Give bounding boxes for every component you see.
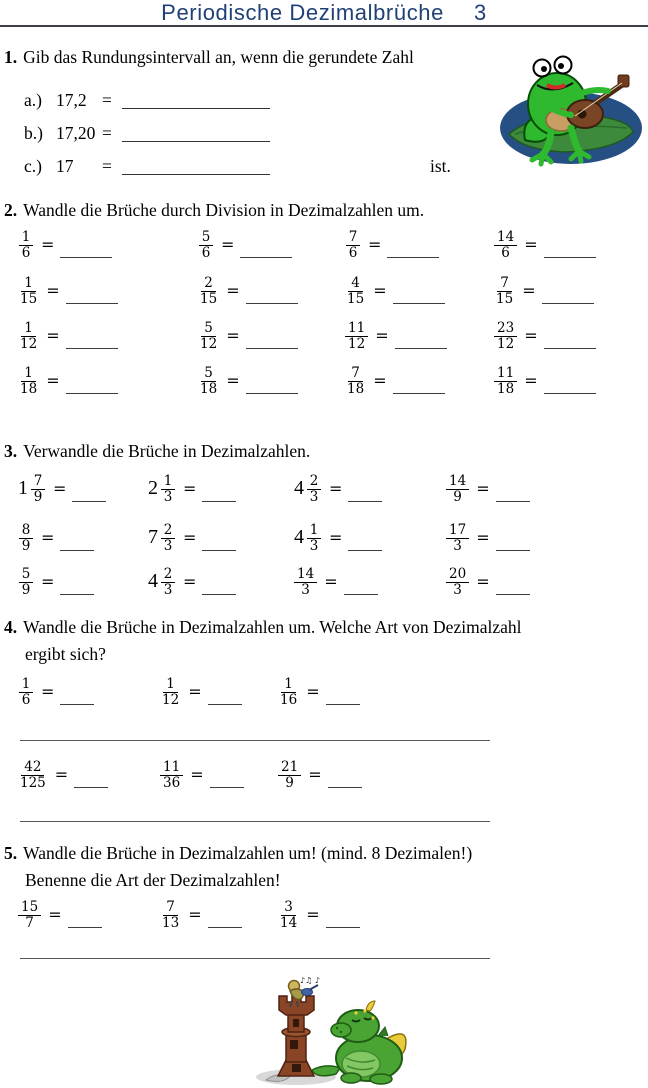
mixed-number-cell bbox=[148, 523, 236, 554]
answer-blank bbox=[246, 348, 298, 349]
fraction-cell bbox=[278, 760, 362, 791]
numerator: 5 bbox=[19, 567, 34, 583]
equals-sign: = bbox=[53, 479, 67, 499]
equals-sign: = bbox=[476, 479, 490, 499]
fraction-cell bbox=[160, 900, 242, 931]
whole-number: 4 bbox=[294, 526, 304, 549]
whole-number: 7 bbox=[148, 526, 158, 549]
equals-sign: = bbox=[324, 572, 338, 592]
fraction-cell bbox=[18, 230, 112, 261]
equals-sign: = bbox=[102, 156, 112, 176]
denominator: 3 bbox=[301, 582, 310, 599]
numerator: 1 bbox=[161, 474, 176, 490]
fraction-cell bbox=[345, 321, 447, 352]
fraction-cell bbox=[446, 567, 530, 598]
item-value: 17 bbox=[56, 156, 74, 176]
denominator: 3 bbox=[453, 582, 462, 599]
denominator: 3 bbox=[453, 538, 462, 555]
denominator: 12 bbox=[162, 692, 180, 709]
numerator: 21 bbox=[278, 760, 301, 776]
fraction-cell bbox=[198, 321, 298, 352]
answer-blank bbox=[66, 348, 118, 349]
exercise1-heading bbox=[4, 44, 414, 71]
denominator: 36 bbox=[163, 775, 181, 792]
answer-blank bbox=[395, 348, 447, 349]
answer-blank bbox=[60, 704, 94, 705]
equals-sign: = bbox=[221, 235, 235, 255]
ist-suffix: ist. bbox=[430, 156, 451, 176]
answer-blank bbox=[348, 501, 382, 502]
denominator: 15 bbox=[20, 291, 38, 308]
numerator: 15 bbox=[18, 900, 41, 916]
denominator: 6 bbox=[21, 245, 31, 262]
numerator: 23 bbox=[494, 321, 517, 337]
equals-sign: = bbox=[522, 281, 536, 301]
denominator: 125 bbox=[20, 775, 46, 792]
numerator: 8 bbox=[19, 523, 34, 539]
equals-sign: = bbox=[183, 572, 197, 592]
answer-blank bbox=[326, 927, 360, 928]
numerator: 5 bbox=[201, 321, 216, 337]
denominator: 16 bbox=[280, 692, 298, 709]
fraction-cell bbox=[294, 567, 378, 598]
equals-sign: = bbox=[524, 235, 538, 255]
equals-sign: = bbox=[476, 572, 490, 592]
equals-sign: = bbox=[329, 479, 343, 499]
denominator: 14 bbox=[280, 915, 298, 932]
equals-sign: = bbox=[373, 371, 387, 391]
answer-blank bbox=[122, 108, 270, 109]
exercise5-number: 5. bbox=[4, 843, 18, 863]
fraction-cell bbox=[278, 677, 360, 708]
answer-blank bbox=[348, 550, 382, 551]
fraction-cell bbox=[160, 760, 244, 791]
equals-sign: = bbox=[188, 682, 202, 702]
exercise2-heading bbox=[4, 197, 424, 224]
equals-sign: = bbox=[375, 326, 389, 346]
mixed-number-cell bbox=[294, 523, 382, 554]
mixed-number-cell bbox=[294, 474, 382, 505]
answer-blank bbox=[393, 393, 445, 394]
exercise3-heading-text: Verwandle die Brüche in Dezimalzahlen. bbox=[23, 441, 311, 461]
equals-sign: = bbox=[476, 528, 490, 548]
fraction-cell bbox=[345, 276, 445, 307]
denominator: 12 bbox=[497, 336, 515, 353]
equals-sign: = bbox=[308, 765, 322, 785]
item-value: 17,20 bbox=[56, 123, 96, 143]
numerator: 3 bbox=[281, 900, 296, 916]
answer-blank bbox=[72, 501, 106, 502]
denominator: 6 bbox=[501, 245, 510, 262]
equals-sign: = bbox=[329, 528, 343, 548]
denominator: 3 bbox=[163, 538, 173, 555]
answer-blank bbox=[68, 927, 102, 928]
denominator: 12 bbox=[20, 336, 38, 353]
numerator: 7 bbox=[163, 900, 178, 916]
equals-sign: = bbox=[54, 765, 69, 785]
answer-blank bbox=[208, 704, 242, 705]
numerator: 4 bbox=[348, 276, 363, 292]
answer-blank bbox=[496, 594, 530, 595]
exercise1-item-c bbox=[24, 156, 270, 177]
mixed-number-cell bbox=[148, 474, 236, 505]
fraction-cell bbox=[278, 900, 360, 931]
answer-blank bbox=[544, 348, 596, 349]
page-header bbox=[0, 0, 648, 27]
numerator: 2 bbox=[161, 567, 176, 583]
denominator: 18 bbox=[20, 381, 38, 398]
exercise3-number: 3. bbox=[4, 441, 18, 461]
numerator: 1 bbox=[19, 677, 34, 693]
exercise2-number: 2. bbox=[4, 200, 18, 220]
numerator: 2 bbox=[307, 474, 322, 490]
fraction-cell bbox=[198, 366, 298, 397]
denominator: 18 bbox=[200, 381, 218, 398]
page-title: Periodische Dezimalbrüche bbox=[161, 0, 444, 25]
answer-blank bbox=[544, 257, 596, 258]
equals-sign: = bbox=[183, 479, 197, 499]
equals-sign: = bbox=[46, 371, 60, 391]
fraction-cell bbox=[494, 230, 596, 261]
answer-blank bbox=[328, 787, 362, 788]
answer-line bbox=[20, 740, 490, 741]
numerator: 5 bbox=[199, 230, 214, 246]
numerator: 2 bbox=[201, 276, 216, 292]
numerator: 11 bbox=[494, 366, 517, 382]
answer-blank bbox=[66, 303, 118, 304]
numerator: 1 bbox=[21, 276, 36, 292]
page-number: 3 bbox=[473, 0, 487, 25]
mixed-number-cell bbox=[148, 567, 236, 598]
answer-line bbox=[20, 958, 490, 959]
denominator: 15 bbox=[496, 291, 514, 308]
equals-sign: = bbox=[102, 90, 112, 110]
numerator: 42 bbox=[21, 760, 44, 776]
equals-sign: = bbox=[524, 326, 538, 346]
denominator: 6 bbox=[348, 245, 358, 262]
denominator: 3 bbox=[309, 538, 319, 555]
answer-line bbox=[20, 821, 490, 822]
numerator: 7 bbox=[497, 276, 512, 292]
exercise4-heading-line2: ergibt sich? bbox=[25, 644, 106, 664]
fraction-cell bbox=[494, 366, 596, 397]
numerator: 7 bbox=[346, 230, 361, 246]
numerator: 1 bbox=[307, 523, 322, 539]
exercise2-heading-text: Wandle die Brüche durch Division in Dezimalzahlen um. bbox=[23, 200, 425, 220]
fraction-cell bbox=[18, 900, 102, 931]
denominator: 9 bbox=[21, 582, 31, 599]
numerator: 5 bbox=[201, 366, 216, 382]
fraction-cell bbox=[160, 677, 242, 708]
equals-sign: = bbox=[226, 326, 240, 346]
item-value: 17,2 bbox=[56, 90, 87, 110]
denominator: 3 bbox=[309, 489, 319, 506]
answer-blank bbox=[344, 594, 378, 595]
denominator: 15 bbox=[347, 291, 365, 308]
fraction-cell bbox=[18, 523, 94, 554]
answer-blank bbox=[326, 704, 360, 705]
answer-blank bbox=[60, 257, 112, 258]
denominator: 7 bbox=[25, 915, 34, 932]
fraction-cell bbox=[18, 677, 94, 708]
exercise1-number: 1. bbox=[4, 47, 18, 67]
answer-blank bbox=[74, 787, 108, 788]
equals-sign: = bbox=[46, 326, 60, 346]
whole-number: 2 bbox=[148, 477, 158, 500]
equals-sign: = bbox=[524, 371, 538, 391]
exercise4-heading bbox=[4, 614, 521, 668]
fraction-cell bbox=[18, 276, 118, 307]
fraction-cell bbox=[446, 474, 530, 505]
answer-blank bbox=[246, 393, 298, 394]
answer-blank bbox=[246, 303, 298, 304]
denominator: 15 bbox=[200, 291, 218, 308]
fraction-cell bbox=[18, 567, 94, 598]
equals-sign: = bbox=[226, 281, 240, 301]
exercise3-heading bbox=[4, 438, 310, 465]
equals-sign: = bbox=[226, 371, 240, 391]
equals-sign: = bbox=[368, 235, 382, 255]
equals-sign: = bbox=[46, 281, 60, 301]
answer-blank bbox=[202, 594, 236, 595]
mixed-number-cell bbox=[18, 474, 106, 505]
exercise4-number: 4. bbox=[4, 617, 18, 637]
numerator: 11 bbox=[345, 321, 368, 337]
equals-sign: = bbox=[48, 905, 62, 925]
equals-sign: = bbox=[188, 905, 202, 925]
numerator: 20 bbox=[446, 567, 469, 583]
denominator: 9 bbox=[285, 775, 294, 792]
numerator: 14 bbox=[294, 567, 317, 583]
exercise1-item-b bbox=[24, 123, 270, 144]
numerator: 1 bbox=[21, 321, 36, 337]
exercise1-item-a bbox=[24, 90, 270, 111]
equals-sign: = bbox=[190, 765, 204, 785]
numerator: 2 bbox=[161, 523, 176, 539]
denominator: 18 bbox=[347, 381, 365, 398]
equals-sign: = bbox=[41, 528, 55, 548]
denominator: 9 bbox=[453, 489, 462, 506]
equals-sign: = bbox=[41, 572, 55, 592]
answer-blank bbox=[240, 257, 292, 258]
numerator: 11 bbox=[160, 760, 183, 776]
answer-blank bbox=[208, 927, 242, 928]
numerator: 14 bbox=[494, 230, 517, 246]
answer-blank bbox=[496, 501, 530, 502]
whole-number: 1 bbox=[18, 477, 28, 500]
numerator: 1 bbox=[281, 677, 296, 693]
exercise5-heading-line2: Benenne die Art der Dezimalzahlen! bbox=[25, 870, 281, 890]
fraction-cell bbox=[18, 366, 118, 397]
exercise4-heading-line1: Wandle die Brüche in Dezimalzahlen um. Welche Art von Dezimalzahl bbox=[23, 617, 522, 637]
equals-sign: = bbox=[183, 528, 197, 548]
numerator: 7 bbox=[348, 366, 363, 382]
fraction-cell bbox=[345, 366, 445, 397]
denominator: 9 bbox=[33, 489, 43, 506]
whole-number: 4 bbox=[148, 570, 158, 593]
equals-sign: = bbox=[41, 682, 55, 702]
answer-blank bbox=[496, 550, 530, 551]
fraction-cell bbox=[198, 230, 292, 261]
numerator: 17 bbox=[446, 523, 469, 539]
denominator: 18 bbox=[497, 381, 515, 398]
fraction-cell bbox=[446, 523, 530, 554]
answer-blank bbox=[122, 141, 270, 142]
equals-sign: = bbox=[102, 123, 112, 143]
numerator: 14 bbox=[446, 474, 469, 490]
denominator: 3 bbox=[163, 489, 173, 506]
whole-number: 4 bbox=[294, 477, 304, 500]
answer-blank bbox=[60, 550, 94, 551]
equals-sign: = bbox=[41, 235, 55, 255]
numerator: 1 bbox=[19, 230, 34, 246]
answer-blank bbox=[202, 550, 236, 551]
denominator: 9 bbox=[21, 538, 31, 555]
fraction-cell bbox=[494, 321, 596, 352]
fraction-cell bbox=[494, 276, 594, 307]
answer-blank bbox=[542, 303, 594, 304]
equals-sign: = bbox=[373, 281, 387, 301]
music-notes: ♪♫ ♪ bbox=[300, 976, 320, 985]
equals-sign: = bbox=[306, 905, 320, 925]
denominator: 6 bbox=[21, 692, 31, 709]
answer-blank bbox=[387, 257, 439, 258]
denominator: 13 bbox=[162, 915, 180, 932]
numerator: 1 bbox=[163, 677, 178, 693]
numerator: 1 bbox=[21, 366, 36, 382]
denominator: 3 bbox=[163, 582, 173, 599]
fraction-cell bbox=[18, 760, 108, 791]
exercise5-heading bbox=[4, 840, 472, 894]
exercise1-heading-text: Gib das Rundungsintervall an, wenn die gerundete Zahl bbox=[23, 47, 414, 67]
item-label: a.) bbox=[24, 90, 42, 110]
denominator: 6 bbox=[201, 245, 211, 262]
answer-blank bbox=[60, 594, 94, 595]
denominator: 12 bbox=[200, 336, 218, 353]
denominator: 12 bbox=[348, 336, 366, 353]
fraction-cell bbox=[18, 321, 118, 352]
item-label: b.) bbox=[24, 123, 43, 143]
knight-dragon-illustration bbox=[248, 976, 414, 1086]
numerator: 7 bbox=[31, 474, 46, 490]
answer-blank bbox=[202, 501, 236, 502]
answer-blank bbox=[122, 174, 270, 175]
fraction-cell bbox=[198, 276, 298, 307]
frog-ukulele-illustration bbox=[495, 54, 645, 168]
answer-blank bbox=[544, 393, 596, 394]
answer-blank bbox=[66, 393, 118, 394]
answer-blank bbox=[210, 787, 244, 788]
exercise5-heading-line1: Wandle die Brüche in Dezimalzahlen um! (mind. 8 Dezimalen!) bbox=[23, 843, 473, 863]
answer-blank bbox=[393, 303, 445, 304]
fraction-cell bbox=[345, 230, 439, 261]
item-label: c.) bbox=[24, 156, 42, 176]
equals-sign: = bbox=[306, 682, 320, 702]
